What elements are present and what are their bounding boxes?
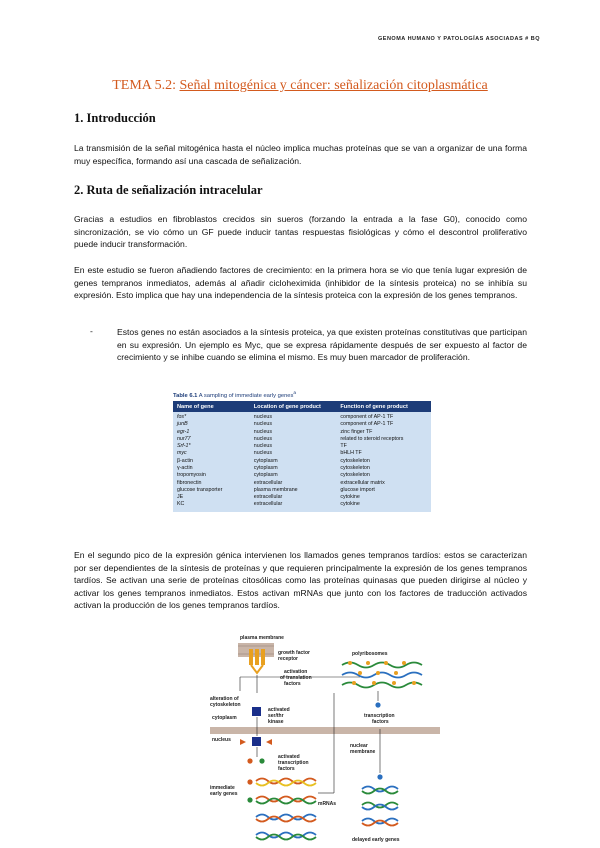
paragraph-ruta-2: En este estudio se fueron añadiendo factores de crecimiento: en la primera hora se vio que tenía lugar expresión de genes tempranos inmediatos, además al añadir cicloheximida (inhibidor de la síntesis proteica) no se inhibía su expresión. Esto implica que hay una independencia de la síntesis proteica con la expresión de los genes tempranos. xyxy=(74,265,527,301)
nuclear-kinase xyxy=(252,737,261,746)
tf-green-1 xyxy=(259,758,264,763)
table-cell: extracellular xyxy=(253,501,283,508)
table-cell: fibronectin xyxy=(177,479,202,486)
table-row xyxy=(173,421,431,428)
table-cell: cytoskeleton xyxy=(340,472,370,479)
table-cell: plasma membrane xyxy=(253,486,298,493)
table-row xyxy=(173,443,431,450)
receptor-tail xyxy=(251,665,263,673)
table-rows xyxy=(173,412,431,512)
label-kinase-1: activated xyxy=(268,707,290,713)
label-atf-2: transcription xyxy=(278,760,309,766)
label-translation-3: factors xyxy=(284,681,301,687)
label-atf-3: factors xyxy=(278,766,295,772)
table-cell: Srf-1* xyxy=(177,443,191,450)
immediate-early-genes-table xyxy=(173,391,431,512)
tf-on-gene-1 xyxy=(247,779,252,784)
table-cell: nucleus xyxy=(253,413,273,420)
label-polyribosomes: polyribosomes xyxy=(352,651,388,657)
paragraph-ruta-1: Gracias a estudios en fibroblastos crecidos sin sueros (forzando la entrada a la fase G0), conocido como sincronización, se vio cómo un GF puede inducir tantas respuestas fisiológicas y cómo el descontrol proliferativo puede inducir transformación. xyxy=(74,214,527,250)
table-cell: zinc finger TF xyxy=(340,428,373,435)
table-cell: nucleus xyxy=(253,450,273,457)
table-cell: fos* xyxy=(177,413,187,420)
table-cell: nucleus xyxy=(253,443,273,450)
table-body xyxy=(173,401,431,512)
table-row xyxy=(173,429,431,436)
table-cell: extracellular matrix xyxy=(340,479,385,486)
label-alteration-1: alteration of xyxy=(210,696,239,702)
table-row xyxy=(173,494,431,501)
table-cell: cytokine xyxy=(340,494,360,501)
label-plasma-membrane: plasma membrane xyxy=(240,635,284,641)
ser-thr-kinase xyxy=(252,707,261,716)
table-cell: extracellular xyxy=(253,479,283,486)
table-cell: KC xyxy=(177,501,185,508)
table-cell: cytokine xyxy=(340,501,360,508)
table-cell: related to steroid receptors xyxy=(340,435,404,442)
table-cell: cytoplasm xyxy=(253,472,278,479)
label-nuclear-membrane-2: membrane xyxy=(350,749,376,755)
table-cell: tropomyosin xyxy=(177,472,206,479)
label-tf-right-1: transcription xyxy=(364,713,395,719)
nuclear-membrane-band xyxy=(210,727,440,734)
section-heading-ruta: 2. Ruta de señalización intracelular xyxy=(74,183,263,197)
label-translation-1: activation xyxy=(284,669,308,675)
table-caption-text: A sampling of immediate early genes xyxy=(198,392,294,399)
label-nuclear-membrane-1: nuclear xyxy=(350,743,368,749)
table-cell: bHLH TF xyxy=(340,450,362,457)
growth-factor-receptor xyxy=(249,649,265,665)
table-cell: γ-actin xyxy=(177,465,193,471)
label-kinase-2: ser/thr xyxy=(268,713,284,719)
label-ieg-2: early genes xyxy=(210,791,238,797)
table-caption xyxy=(173,391,431,399)
table-cell: cytoskeleton xyxy=(340,457,370,464)
red-flag-left xyxy=(240,739,246,745)
label-gf-receptor-2: receptor xyxy=(278,656,299,662)
bullet-paragraph: Estos genes no están asociados a la síntesis proteica, ya que existen proteínas constitutivas que participan en su expresión. Un ejemplo es Myc, que se expresa rápidamente después de ser expuesto al factor de crecimiento y se inhibe cuando se elimina el mismo. Es muy buen marcador de proliferación. xyxy=(117,327,527,363)
red-flag-right xyxy=(266,739,272,745)
tf-on-gene-2 xyxy=(247,797,252,802)
table-cell: junB xyxy=(177,421,188,428)
signaling-diagram xyxy=(210,633,440,845)
table-cell: component of AP-1 TF xyxy=(340,421,394,428)
table-row xyxy=(173,480,431,487)
tf-protein-right xyxy=(375,702,380,707)
table-cell: cytoplasm xyxy=(253,457,278,464)
table-cell: cytoskeleton xyxy=(340,465,370,471)
table-cell: myc xyxy=(177,450,187,457)
table-caption-sup: a xyxy=(293,391,297,396)
bullet-marker: - xyxy=(90,326,93,336)
table-cell: extracellular xyxy=(253,494,283,501)
label-delayed: delayed early genes xyxy=(352,837,400,843)
table-header-cell: Name of gene xyxy=(177,403,214,410)
dna-strands-left xyxy=(256,779,316,840)
table-row xyxy=(173,450,431,457)
title-main: Señal mitogénica y cáncer: señalización citoplasmática xyxy=(179,78,488,93)
label-translation-2: of translation xyxy=(280,675,312,681)
page-title xyxy=(0,78,600,94)
table-row xyxy=(173,414,431,421)
label-ieg-1: immediate xyxy=(210,785,235,791)
tf-on-delayed xyxy=(377,774,382,779)
section-heading-intro: 1. Introducción xyxy=(74,111,156,125)
tf-red-1 xyxy=(247,758,252,763)
table-row xyxy=(173,472,431,479)
table-caption-number: Table 6.1 xyxy=(173,392,198,399)
table-cell: nur77 xyxy=(177,435,191,442)
label-tf-right-2: factors xyxy=(372,719,389,725)
label-alteration-2: cytoskeleton xyxy=(210,702,241,708)
label-nucleus: nucleus xyxy=(212,737,231,743)
table-header-cell: Location of gene product xyxy=(253,403,321,410)
running-header: GENOMA HUMANO Y PATOLOGÍAS ASOCIADAS # BQ xyxy=(378,36,540,42)
table-cell: TF xyxy=(340,443,347,450)
table-cell: glucose transporter xyxy=(177,486,223,493)
table-cell: nucleus xyxy=(253,428,273,435)
table-cell: glucose import xyxy=(340,486,375,493)
table-cell: JE xyxy=(177,494,184,501)
dna-strands-right xyxy=(362,787,398,826)
table-cell: cytoplasm xyxy=(253,465,278,471)
label-cytoplasm: cytoplasm xyxy=(212,715,237,721)
table-cell: nucleus xyxy=(253,421,273,428)
label-mrnas: mRNAs xyxy=(318,801,337,807)
label-kinase-3: kinase xyxy=(268,719,284,725)
table-row xyxy=(173,465,431,472)
table-cell: β-actin xyxy=(177,457,193,464)
table-cell: egr-1 xyxy=(177,428,190,435)
table-cell: component of AP-1 TF xyxy=(340,413,394,420)
table-row xyxy=(173,501,431,508)
label-gf-receptor-1: growth factor xyxy=(278,650,310,656)
label-atf-1: activated xyxy=(278,754,300,760)
table-header xyxy=(173,402,431,412)
table-row xyxy=(173,487,431,494)
table-header-cell: Function of gene product xyxy=(340,403,408,410)
table-cell: nucleus xyxy=(253,435,273,442)
title-prefix: TEMA 5.2: xyxy=(112,78,176,93)
paragraph-ruta-3: En el segundo pico de la expresión génica intervienen los llamados genes tempranos tardíos: estos se caracterizan por ser dependientes de la síntesis de proteínas y que requieren principalmente la expresión de los genes tempranos tardíos. Se activan una serie de proteínas citosólicas como las proteínas quinasas que pueden dirigirse al núcleo y activar los genes tempranos inmediatos. Estos activan mRNAs que junto con los factores de traducción activados activan la producción de los genes tempranos tardíos. xyxy=(74,550,527,611)
table-row xyxy=(173,436,431,443)
paragraph-intro: La transmisión de la señal mitogénica hasta el núcleo implica muchas proteínas que se van a organizar de una forma muy específica, formando así una cascada de señalización. xyxy=(74,143,527,166)
table-row xyxy=(173,458,431,465)
